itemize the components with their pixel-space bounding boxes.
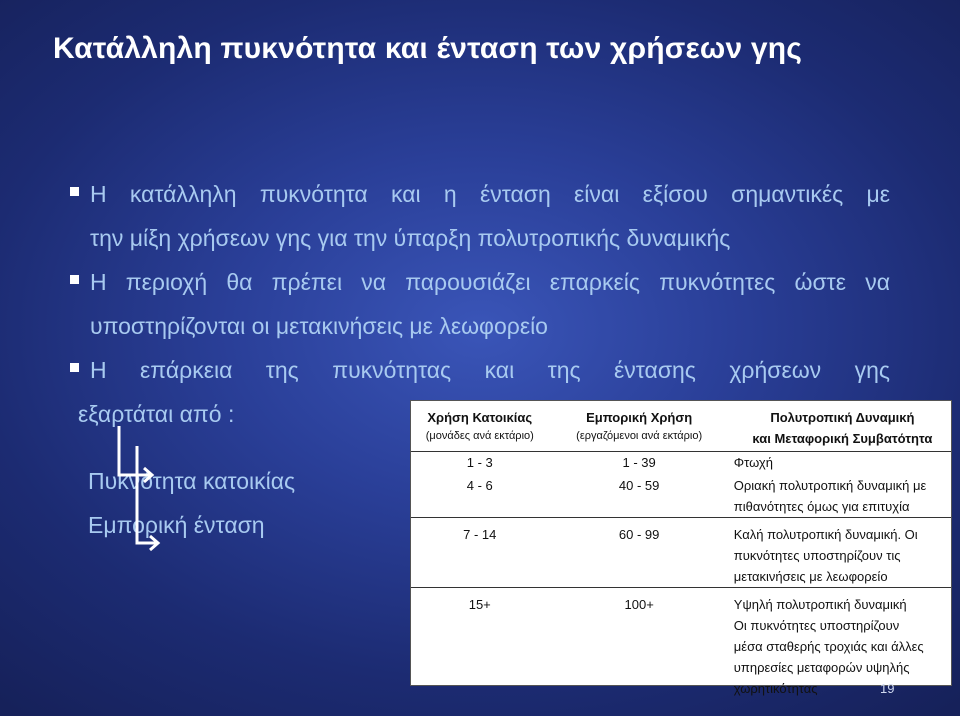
header-commercial: [549, 401, 730, 451]
sublist-item-residential-density: Πυκνότητα κατοικίας: [88, 468, 296, 494]
table-row: [411, 451, 951, 475]
cell-commercial: 40 - 59: [618, 478, 660, 493]
cell-residential: 4 - 6: [466, 478, 493, 493]
cell-commercial: 100+: [624, 597, 654, 612]
cell-line: υπηρεσίες μεταφορών υψηλής: [733, 660, 910, 675]
cell-commercial: 60 - 99: [618, 527, 660, 542]
header-residential: [411, 401, 549, 451]
cell-line: πιθανότητες όμως για επιτυχία: [733, 499, 910, 514]
header-subtitle: και Μεταφορική Συμβατότητα: [752, 431, 933, 446]
bullet-line: υποστηρίζονται οι μετακινήσεις με λεωφορείο: [90, 313, 548, 339]
table-header-row: [411, 401, 951, 451]
header-subtitle: (μονάδες ανά εκτάριο): [425, 430, 534, 442]
cell-potential: [730, 588, 951, 700]
page-number: 19: [880, 681, 895, 696]
table-row: [411, 588, 951, 700]
bullet-item: [70, 172, 890, 260]
cell-residential: 15+: [468, 597, 491, 612]
table-row: [411, 475, 951, 518]
square-bullet-icon: [70, 363, 79, 372]
header-title: Πολυτροπική Δυναμική: [770, 410, 915, 425]
bullet-line: εξαρτάται από :: [78, 401, 235, 427]
cell-line: μέσα σταθερής τροχιάς και άλλες: [733, 639, 924, 654]
cell-line: Υψηλή πολυτροπική δυναμική: [733, 597, 907, 612]
table-row: [411, 518, 951, 588]
cell-line: Οι πυκνότητες υποστηρίζουν: [733, 618, 900, 633]
header-subtitle: (εργαζόμενοι ανά εκτάριο): [576, 430, 703, 442]
cell-line: Καλή πολυτροπική δυναμική. Οι: [733, 527, 918, 542]
slide-title: Κατάλληλη πυκνότητα και ένταση των χρήσεων γης: [53, 32, 803, 65]
sublist-item-commercial-intensity: Εμπορική ένταση: [88, 512, 265, 538]
cell-potential: [730, 451, 951, 475]
cell-line: πυκνότητες υποστηρίζουν τις: [733, 548, 901, 563]
bullet-line: Η περιοχή θα πρέπει να παρουσιάζει επαρκείς πυκνότητες ώστε να: [90, 269, 890, 295]
connector-arrows-icon: [110, 420, 170, 560]
cell-potential: [730, 518, 951, 588]
bullet-line: την μίξη χρήσεων γης για την ύπαρξη πολυτροπικής δυναμικής: [90, 225, 731, 251]
cell-line: χωρητικότητας: [733, 681, 818, 696]
header-title: Χρήση Κατοικίας: [427, 410, 533, 425]
cell-residential: 1 - 3: [466, 454, 493, 470]
header-title: Εμπορική Χρήση: [586, 410, 693, 425]
bullet-line: Η κατάλληλη πυκνότητα και η ένταση είναι εξίσου σημαντικές με: [90, 181, 890, 207]
square-bullet-icon: [70, 187, 79, 196]
cell-line: Φτωχή: [733, 454, 773, 470]
cell-commercial: 1 - 39: [622, 454, 656, 470]
bullet-line: Η επάρκεια της πυκνότητας και της έντασης χρήσεων γης: [90, 357, 890, 383]
square-bullet-icon: [70, 275, 79, 284]
cell-residential: 7 - 14: [463, 527, 497, 542]
bullet-list: [70, 172, 890, 436]
cell-potential: [730, 475, 951, 518]
bullet-item: [70, 260, 890, 348]
cell-line: μετακινήσεις με λεωφορείο: [733, 569, 888, 584]
cell-line: Οριακή πολυτροπική δυναμική με: [733, 478, 927, 493]
header-multimodal: [730, 401, 951, 451]
